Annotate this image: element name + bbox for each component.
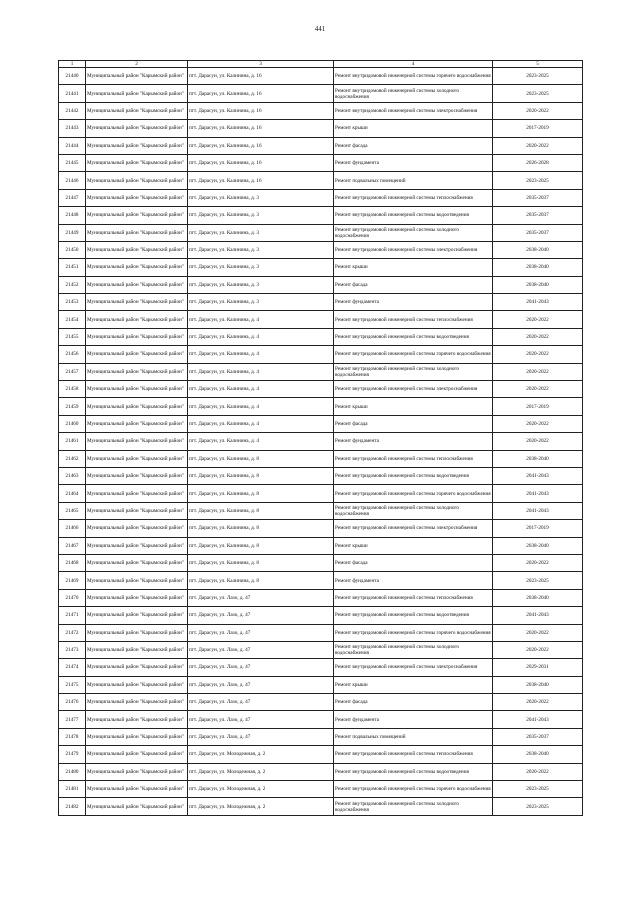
municipality-cell: Муниципальный район "Карымский район" — [86, 241, 188, 258]
work-type-cell: Ремонт внутридомовой инженерной системы горячего водоснабжения — [334, 781, 493, 798]
work-type-cell: Ремонт фундамента — [334, 294, 493, 311]
work-type-cell: Ремонт внутридомовой инженерной системы водоотведения — [334, 763, 493, 780]
work-type-cell: Ремонт внутридомовой инженерной системы теплоснабжения — [334, 746, 493, 763]
municipality-cell: Муниципальный район "Карымский район" — [86, 85, 188, 102]
table-row — [59, 554, 583, 571]
table-row — [59, 711, 583, 728]
municipality-cell: Муниципальный район "Карымский район" — [86, 450, 188, 467]
work-type-cell: Ремонт внутридомовой инженерной системы электроснабжения — [334, 659, 493, 676]
work-type-cell: Ремонт внутридомовой инженерной системы теплоснабжения — [334, 189, 493, 206]
work-type-cell: Ремонт внутридомовой инженерной системы холодного водоснабжения — [334, 641, 493, 658]
address-cell: пгт. Дарасун, ул. Калинина, д. 8 — [188, 537, 334, 554]
work-type-cell: Ремонт внутридомовой инженерной системы горячего водоснабжения — [334, 624, 493, 641]
period-cell: 2020-2022 — [493, 346, 583, 363]
period-cell: 2023-2025 — [493, 172, 583, 189]
municipality-cell: Муниципальный район "Карымский район" — [86, 224, 188, 241]
period-cell: 2029-2031 — [493, 659, 583, 676]
address-cell: пгт. Дарасун, ул. Лазо, д. 47 — [188, 728, 334, 745]
municipality-cell: Муниципальный район "Карымский район" — [86, 433, 188, 450]
table-row — [59, 607, 583, 624]
table-row — [59, 763, 583, 780]
row-number: 21462 — [59, 450, 86, 467]
work-type-cell: Ремонт внутридомовой инженерной системы электроснабжения — [334, 102, 493, 119]
address-cell: пгт. Дарасун, ул. Калинина, д. 3 — [188, 207, 334, 224]
municipality-cell: Муниципальный район "Карымский район" — [86, 68, 188, 85]
table-row — [59, 624, 583, 641]
municipality-cell: Муниципальный район "Карымский район" — [86, 189, 188, 206]
address-cell: пгт. Дарасун, ул. Калинина, д. 16 — [188, 154, 334, 171]
address-cell: пгт. Дарасун, ул. Калинина, д. 4 — [188, 363, 334, 380]
page-number: 441 — [314, 25, 326, 33]
address-cell: пгт. Дарасун, ул. Калинина, д. 4 — [188, 311, 334, 328]
table-row — [59, 520, 583, 537]
table-row — [59, 346, 583, 363]
row-number: 21466 — [59, 520, 86, 537]
municipality-cell: Муниципальный район "Карымский район" — [86, 276, 188, 293]
municipality-cell: Муниципальный район "Карымский район" — [86, 311, 188, 328]
address-cell: пгт. Дарасун, ул. Лазо, д. 47 — [188, 624, 334, 641]
period-cell: 2020-2022 — [493, 554, 583, 571]
period-cell: 2017-2019 — [493, 120, 583, 137]
row-number: 21471 — [59, 607, 86, 624]
address-cell: пгт. Дарасун, ул. Калинина, д. 16 — [188, 120, 334, 137]
municipality-cell: Муниципальный район "Карымский район" — [86, 381, 188, 398]
address-cell: пгт. Дарасун, ул. Калинина, д. 3 — [188, 276, 334, 293]
address-cell: пгт. Дарасун, ул. Лазо, д. 47 — [188, 641, 334, 658]
work-type-cell: Ремонт крыши — [334, 259, 493, 276]
work-type-cell: Ремонт фундамента — [334, 433, 493, 450]
row-number: 21440 — [59, 68, 86, 85]
period-cell: 2020-2022 — [493, 694, 583, 711]
address-cell: пгт. Дарасун, ул. Калинина, д. 8 — [188, 572, 334, 589]
work-type-cell: Ремонт внутридомовой инженерной системы теплоснабжения — [334, 450, 493, 467]
address-cell: пгт. Дарасун, ул. Молодежная, д. 2 — [188, 781, 334, 798]
table-row — [59, 450, 583, 467]
municipality-cell: Муниципальный район "Карымский район" — [86, 659, 188, 676]
column-header-3: 3 — [188, 61, 334, 68]
municipality-cell: Муниципальный район "Карымский район" — [86, 328, 188, 345]
period-cell: 2026-2028 — [493, 154, 583, 171]
period-cell: 2041-2043 — [493, 467, 583, 484]
row-number: 21445 — [59, 154, 86, 171]
table-row — [59, 589, 583, 606]
table-row — [59, 68, 583, 85]
work-type-cell: Ремонт фасада — [334, 554, 493, 571]
period-cell: 2020-2022 — [493, 328, 583, 345]
work-type-cell: Ремонт фасада — [334, 276, 493, 293]
municipality-cell: Муниципальный район "Карымский район" — [86, 154, 188, 171]
table-row — [59, 659, 583, 676]
address-cell: пгт. Дарасун, ул. Калинина, д. 4 — [188, 433, 334, 450]
table-row — [59, 485, 583, 502]
work-type-cell: Ремонт внутридомовой инженерной системы холодного водоснабжения — [334, 798, 493, 815]
address-cell: пгт. Дарасун, ул. Лазо, д. 47 — [188, 676, 334, 693]
municipality-cell: Муниципальный район "Карымский район" — [86, 676, 188, 693]
row-number: 21461 — [59, 433, 86, 450]
municipality-cell: Муниципальный район "Карымский район" — [86, 502, 188, 519]
work-type-cell: Ремонт фасада — [334, 694, 493, 711]
work-type-cell: Ремонт внутридомовой инженерной системы электроснабжения — [334, 241, 493, 258]
row-number: 21477 — [59, 711, 86, 728]
municipality-cell: Муниципальный район "Карымский район" — [86, 294, 188, 311]
table-row — [59, 241, 583, 258]
address-cell: пгт. Дарасун, ул. Калинина, д. 3 — [188, 259, 334, 276]
table-row — [59, 798, 583, 815]
work-type-cell: Ремонт фундамента — [334, 572, 493, 589]
row-number: 21463 — [59, 467, 86, 484]
period-cell: 2020-2022 — [493, 415, 583, 432]
address-cell: пгт. Дарасун, ул. Молодежная, д. 2 — [188, 763, 334, 780]
work-type-cell: Ремонт внутридомовой инженерной системы холодного водоснабжения — [334, 502, 493, 519]
row-number: 21479 — [59, 746, 86, 763]
row-number: 21453 — [59, 294, 86, 311]
period-cell: 2041-2043 — [493, 502, 583, 519]
period-cell: 2041-2043 — [493, 711, 583, 728]
row-number: 21450 — [59, 241, 86, 258]
table-row — [59, 189, 583, 206]
row-number: 21468 — [59, 554, 86, 571]
row-number: 21444 — [59, 137, 86, 154]
table-row — [59, 328, 583, 345]
row-number: 21469 — [59, 572, 86, 589]
period-cell: 2038-2040 — [493, 450, 583, 467]
address-cell: пгт. Дарасун, ул. Калинина, д. 8 — [188, 485, 334, 502]
row-number: 21482 — [59, 798, 86, 815]
period-cell: 2023-2025 — [493, 798, 583, 815]
address-cell: пгт. Дарасун, ул. Калинина, д. 8 — [188, 554, 334, 571]
municipality-cell: Муниципальный район "Карымский район" — [86, 711, 188, 728]
address-cell: пгт. Дарасун, ул. Калинина, д. 3 — [188, 189, 334, 206]
work-type-cell: Ремонт крыши — [334, 398, 493, 415]
period-cell: 2020-2022 — [493, 363, 583, 380]
municipality-cell: Муниципальный район "Карымский район" — [86, 694, 188, 711]
row-number: 21476 — [59, 694, 86, 711]
municipality-cell: Муниципальный район "Карымский район" — [86, 728, 188, 745]
municipality-cell: Муниципальный район "Карымский район" — [86, 763, 188, 780]
table-row — [59, 120, 583, 137]
address-cell: пгт. Дарасун, ул. Калинина, д. 16 — [188, 85, 334, 102]
table-row — [59, 172, 583, 189]
address-cell: пгт. Дарасун, ул. Калинина, д. 16 — [188, 172, 334, 189]
row-number: 21480 — [59, 763, 86, 780]
municipality-cell: Муниципальный район "Карымский район" — [86, 467, 188, 484]
table-row — [59, 224, 583, 241]
work-type-cell: Ремонт внутридомовой инженерной системы холодного водоснабжения — [334, 363, 493, 380]
address-cell: пгт. Дарасун, ул. Калинина, д. 4 — [188, 328, 334, 345]
table-row — [59, 154, 583, 171]
row-number: 21460 — [59, 415, 86, 432]
column-header-1: 1 — [59, 61, 86, 68]
row-number: 21467 — [59, 537, 86, 554]
address-cell: пгт. Дарасун, ул. Лазо, д. 47 — [188, 659, 334, 676]
period-cell: 2035-2037 — [493, 224, 583, 241]
address-cell: пгт. Дарасун, ул. Калинина, д. 16 — [188, 68, 334, 85]
work-type-cell: Ремонт подвальных помещений — [334, 728, 493, 745]
row-number: 21456 — [59, 346, 86, 363]
work-type-cell: Ремонт фундамента — [334, 711, 493, 728]
address-cell: пгт. Дарасун, ул. Калинина, д. 8 — [188, 520, 334, 537]
table-row — [59, 381, 583, 398]
work-type-cell: Ремонт внутридомовой инженерной системы электроснабжения — [334, 381, 493, 398]
row-number: 21475 — [59, 676, 86, 693]
address-cell: пгт. Дарасун, ул. Калинина, д. 3 — [188, 241, 334, 258]
municipality-cell: Муниципальный район "Карымский район" — [86, 624, 188, 641]
period-cell: 2035-2037 — [493, 189, 583, 206]
table-row — [59, 102, 583, 119]
address-cell: пгт. Дарасун, ул. Калинина, д. 4 — [188, 381, 334, 398]
period-cell: 2020-2022 — [493, 102, 583, 119]
work-type-cell: Ремонт внутридомовой инженерной системы водоотведения — [334, 467, 493, 484]
period-cell: 2020-2022 — [493, 763, 583, 780]
table-row — [59, 728, 583, 745]
table-row — [59, 398, 583, 415]
period-cell: 2020-2022 — [493, 641, 583, 658]
municipality-cell: Муниципальный район "Карымский район" — [86, 607, 188, 624]
address-cell: пгт. Дарасун, ул. Лазо, д. 47 — [188, 711, 334, 728]
table-row — [59, 294, 583, 311]
period-cell: 2023-2025 — [493, 781, 583, 798]
row-number: 21464 — [59, 485, 86, 502]
period-cell: 2038-2040 — [493, 676, 583, 693]
municipality-cell: Муниципальный район "Карымский район" — [86, 363, 188, 380]
address-cell: пгт. Дарасун, ул. Лазо, д. 47 — [188, 589, 334, 606]
address-cell: пгт. Дарасун, ул. Калинина, д. 3 — [188, 294, 334, 311]
period-cell: 2038-2040 — [493, 589, 583, 606]
period-cell: 2035-2037 — [493, 207, 583, 224]
table-header — [59, 61, 583, 68]
work-type-cell: Ремонт крыши — [334, 537, 493, 554]
period-cell: 2038-2040 — [493, 746, 583, 763]
work-type-cell: Ремонт внутридомовой инженерной системы теплоснабжения — [334, 589, 493, 606]
row-number: 21455 — [59, 328, 86, 345]
period-cell: 2020-2022 — [493, 311, 583, 328]
work-type-cell: Ремонт фасада — [334, 137, 493, 154]
period-cell: 2023-2025 — [493, 85, 583, 102]
address-cell: пгт. Дарасун, ул. Калинина, д. 4 — [188, 415, 334, 432]
repair-schedule-table — [58, 60, 583, 816]
municipality-cell: Муниципальный район "Карымский район" — [86, 798, 188, 815]
municipality-cell: Муниципальный район "Карымский район" — [86, 589, 188, 606]
row-number: 21454 — [59, 311, 86, 328]
work-type-cell: Ремонт крыши — [334, 120, 493, 137]
row-number: 21442 — [59, 102, 86, 119]
address-cell: пгт. Дарасун, ул. Калинина, д. 3 — [188, 224, 334, 241]
table-row — [59, 311, 583, 328]
municipality-cell: Муниципальный район "Карымский район" — [86, 137, 188, 154]
work-type-cell: Ремонт крыши — [334, 676, 493, 693]
table-row — [59, 207, 583, 224]
address-cell: пгт. Дарасун, ул. Калинина, д. 16 — [188, 102, 334, 119]
address-cell: пгт. Дарасун, ул. Калинина, д. 4 — [188, 398, 334, 415]
row-number: 21473 — [59, 641, 86, 658]
row-number: 21441 — [59, 85, 86, 102]
work-type-cell: Ремонт внутридомовой инженерной системы горячего водоснабжения — [334, 68, 493, 85]
address-cell: пгт. Дарасун, ул. Калинина, д. 4 — [188, 346, 334, 363]
table-body — [59, 68, 583, 816]
work-type-cell: Ремонт внутридомовой инженерной системы электроснабжения — [334, 520, 493, 537]
row-number: 21474 — [59, 659, 86, 676]
work-type-cell: Ремонт фундамента — [334, 154, 493, 171]
table-row — [59, 746, 583, 763]
municipality-cell: Муниципальный район "Карымский район" — [86, 207, 188, 224]
address-cell: пгт. Дарасун, ул. Калинина, д. 8 — [188, 450, 334, 467]
period-cell: 2038-2040 — [493, 241, 583, 258]
work-type-cell: Ремонт подвальных помещений — [334, 172, 493, 189]
municipality-cell: Муниципальный район "Карымский район" — [86, 102, 188, 119]
work-type-cell: Ремонт внутридомовой инженерной системы водоотведения — [334, 207, 493, 224]
table-row — [59, 137, 583, 154]
row-number: 21465 — [59, 502, 86, 519]
table-row — [59, 415, 583, 432]
municipality-cell: Муниципальный район "Карымский район" — [86, 415, 188, 432]
table-row — [59, 276, 583, 293]
table-row — [59, 85, 583, 102]
period-cell: 2020-2022 — [493, 137, 583, 154]
row-number: 21457 — [59, 363, 86, 380]
table-row — [59, 781, 583, 798]
header-row — [59, 61, 583, 68]
work-type-cell: Ремонт внутридомовой инженерной системы холодного водоснабжения — [334, 224, 493, 241]
work-type-cell: Ремонт фасада — [334, 415, 493, 432]
row-number: 21458 — [59, 381, 86, 398]
period-cell: 2038-2040 — [493, 537, 583, 554]
municipality-cell: Муниципальный район "Карымский район" — [86, 746, 188, 763]
address-cell: пгт. Дарасун, ул. Калинина, д. 16 — [188, 137, 334, 154]
row-number: 21443 — [59, 120, 86, 137]
municipality-cell: Муниципальный район "Карымский район" — [86, 172, 188, 189]
municipality-cell: Муниципальный район "Карымский район" — [86, 520, 188, 537]
row-number: 21449 — [59, 224, 86, 241]
period-cell: 2041-2043 — [493, 607, 583, 624]
address-cell: пгт. Дарасун, ул. Молодежная, д. 2 — [188, 798, 334, 815]
municipality-cell: Муниципальный район "Карымский район" — [86, 485, 188, 502]
address-cell: пгт. Дарасун, ул. Лазо, д. 47 — [188, 694, 334, 711]
period-cell: 2017-2019 — [493, 398, 583, 415]
work-type-cell: Ремонт внутридомовой инженерной системы горячего водоснабжения — [334, 346, 493, 363]
row-number: 21448 — [59, 207, 86, 224]
table-row — [59, 641, 583, 658]
period-cell: 2023-2025 — [493, 572, 583, 589]
row-number: 21470 — [59, 589, 86, 606]
address-cell: пгт. Дарасун, ул. Калинина, д. 8 — [188, 502, 334, 519]
table-row — [59, 467, 583, 484]
table-row — [59, 694, 583, 711]
work-type-cell: Ремонт внутридомовой инженерной системы водоотведения — [334, 328, 493, 345]
table-row — [59, 572, 583, 589]
work-type-cell: Ремонт внутридомовой инженерной системы холодного водоснабжения — [334, 85, 493, 102]
row-number: 21447 — [59, 189, 86, 206]
row-number: 21478 — [59, 728, 86, 745]
table-row — [59, 363, 583, 380]
column-header-5: 5 — [493, 61, 583, 68]
period-cell: 2035-2037 — [493, 728, 583, 745]
address-cell: пгт. Дарасун, ул. Лазо, д. 47 — [188, 607, 334, 624]
table-row — [59, 676, 583, 693]
row-number: 21481 — [59, 781, 86, 798]
period-cell: 2041-2043 — [493, 485, 583, 502]
period-cell: 2020-2022 — [493, 381, 583, 398]
municipality-cell: Муниципальный район "Карымский район" — [86, 346, 188, 363]
period-cell: 2023-2025 — [493, 68, 583, 85]
work-type-cell: Ремонт внутридомовой инженерной системы водоотведения — [334, 607, 493, 624]
row-number: 21451 — [59, 259, 86, 276]
period-cell: 2020-2022 — [493, 433, 583, 450]
table-row — [59, 259, 583, 276]
municipality-cell: Муниципальный район "Карымский район" — [86, 641, 188, 658]
period-cell: 2017-2019 — [493, 520, 583, 537]
period-cell: 2038-2040 — [493, 276, 583, 293]
table-row — [59, 537, 583, 554]
row-number: 21472 — [59, 624, 86, 641]
address-cell: пгт. Дарасун, ул. Калинина, д. 8 — [188, 467, 334, 484]
row-number: 21459 — [59, 398, 86, 415]
period-cell: 2020-2022 — [493, 624, 583, 641]
municipality-cell: Муниципальный район "Карымский район" — [86, 554, 188, 571]
table-row — [59, 502, 583, 519]
work-type-cell: Ремонт внутридомовой инженерной системы теплоснабжения — [334, 311, 493, 328]
period-cell: 2038-2040 — [493, 259, 583, 276]
address-cell: пгт. Дарасун, ул. Молодежная, д. 2 — [188, 746, 334, 763]
municipality-cell: Муниципальный район "Карымский район" — [86, 259, 188, 276]
row-number: 21452 — [59, 276, 86, 293]
municipality-cell: Муниципальный район "Карымский район" — [86, 398, 188, 415]
column-header-2: 2 — [86, 61, 188, 68]
work-type-cell: Ремонт внутридомовой инженерной системы горячего водоснабжения — [334, 485, 493, 502]
row-number: 21446 — [59, 172, 86, 189]
period-cell: 2041-2043 — [493, 294, 583, 311]
column-header-4: 4 — [334, 61, 493, 68]
municipality-cell: Муниципальный район "Карымский район" — [86, 537, 188, 554]
table-row — [59, 433, 583, 450]
municipality-cell: Муниципальный район "Карымский район" — [86, 572, 188, 589]
municipality-cell: Муниципальный район "Карымский район" — [86, 120, 188, 137]
municipality-cell: Муниципальный район "Карымский район" — [86, 781, 188, 798]
